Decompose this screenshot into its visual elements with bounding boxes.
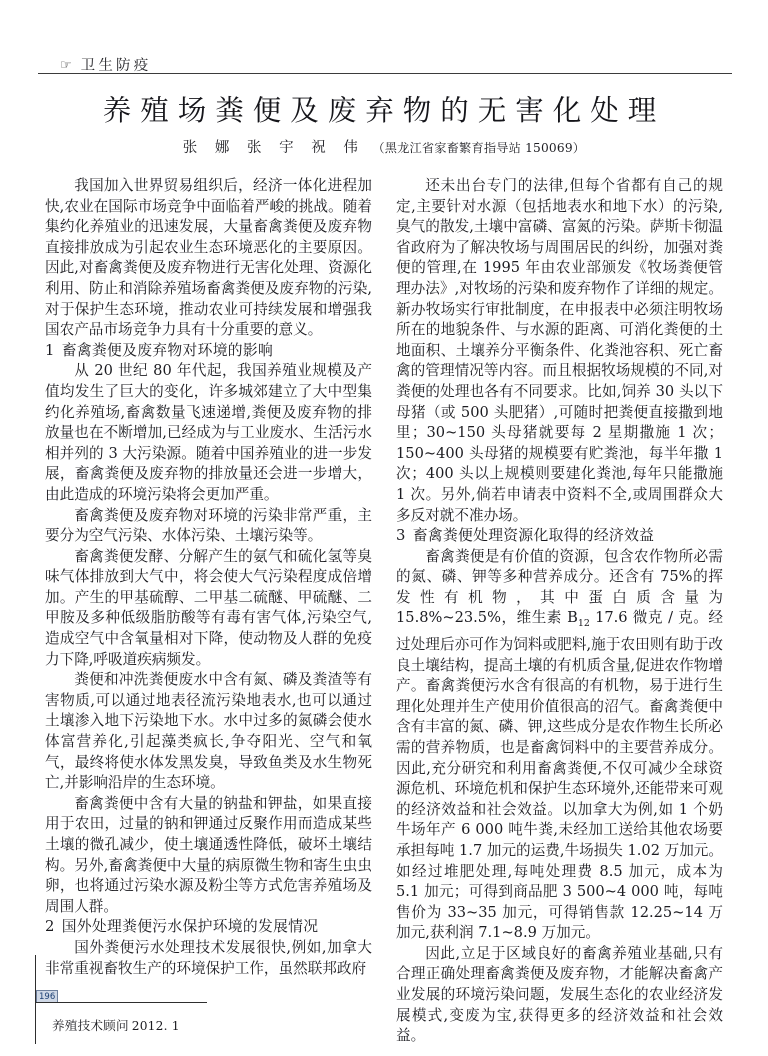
pointing-hand-icon: ☞ [60,58,72,73]
section-heading-2 [45,917,372,938]
paragraph [396,547,723,944]
section-number: 3 [396,527,406,545]
section-number: 2 [45,918,55,936]
byline [0,136,768,157]
section-title: 国外处理粪便污水保护环境的发展情况 [61,918,319,936]
paragraph: 还未出台专门的法律,但每个省都有自己的规定,主要针对水源（包括地表水和地下水）的污染,臭气的散发,土壤中富磷、富氮的污染。萨斯卡彻温省政府为了解决牧场与周围居民的纠纷，加强对粪便的管理,在 1995 年由农业部颁发《牧场粪便管理办法》,对牧场的污染和废弃物作了详细的规定。新办牧场实行审批制度，在申报表中必须注明牧场所在的地貌条件、与水源的距离、可消化粪便的土地面积、土壤养分平衡条件、化粪池容积、死亡畜禽的管理情况等内容。而且根据牧场规模的不同,对粪便的处理也各有不同要求。比如,饲养 30 头以下母猪（或 500 头肥猪）,可随时把粪便直接撒到地里；30~150 头母猪就要每 2 星期撒施 1 次；150~400 头母猪的规模要有贮粪池，每半年撒 1 次；400 头以上规模则要建化粪池,每年只能撒施 1 次。另外,倘若申请表中资料不全,或周围群众大多反对就不准办场。 [396,177,723,524]
footer-journal-info [52,1015,180,1034]
paragraph: 因此,立足于区域良好的畜禽养殖业基础,只有合理正确处理畜禽粪便及废弃物，才能解决畜禽产业发展的环境污染问题，发展生态化的农业经济发展模式,变废为宝,获得更多的经济效益和社会效益。 [396,944,723,1045]
right-column [396,176,723,1045]
paragraph: 国外粪便污水处理技术发展很快,例如,加拿大非常重视畜牧生产的环境保护工作，虽然联邦政府 [45,938,372,977]
section-heading-1 [45,341,372,362]
paragraph-text-part-1: 畜禽粪便是有价值的资源，包含农作物所必需的氮、磷、钾等多种营养成分。还含有 75%的挥发性有机物，其中蛋白质含量为 15.8%~23.5%，维生素 B [396,547,723,627]
footer-divider [35,1002,207,1003]
running-head [38,45,732,75]
header-divider [38,73,732,74]
section-title: 畜禽粪便处理资源化取得的经济效益 [412,527,655,545]
paragraph: 从 20 世纪 80 年代起，我国养殖业规模及产值均发生了巨大的变化，许多城郊建立了大中型集约化养殖场,畜禽数量飞速递增,粪便及废弃物的排放量也在不断增加,已经成为与工业废水、生活污水相并列的 3 大污染源。随着中国养殖业的进一步发展，畜禽粪便及废弃物的排放量还会进一步增大，由此造成的环境污染将会更加严重。 [45,362,372,503]
section-title: 畜禽粪便及废弃物对环境的影响 [61,341,274,359]
page-number-badge: 196 [36,990,58,1003]
section-number: 1 [45,341,55,359]
journal-issue: 2012. 1 [131,1019,180,1033]
affiliation: （黑龙江省家畜繁育指导站 150069） [372,141,586,155]
running-head-label: 卫生防疫 [80,58,152,74]
paragraph: 畜禽粪便中含有大量的钠盐和钾盐，如果直接用于农田，过量的钠和钾通过反聚作用而造成某些土壤的微孔减少，使土壤通透性降低，破坏土壤结构。另外,畜禽粪便中大量的病原微生物和寄生虫虫卵，也将通过污染水源及粉尘等方式危害养殖场及周围人群。 [45,794,372,915]
paragraph: 粪便和冲洗粪便废水中含有氮、磷及粪渣等有害物质,可以通过地表径流污染地表水,也可以通过土壤渗入地下污染地下水。水中过多的氮磷会使水体富营养化,引起藻类疯长,争夺阳光、空气和氧气，最终将使水体发黑发臭，导致鱼类及水生物死亡,并影响沿岸的生态环境。 [45,671,372,792]
page-title: 养殖场粪便及废弃物的无害化处理 [102,94,666,127]
paragraph: 畜禽粪便及废弃物对环境的污染非常严重，主要分为空气污染、水体污染、土壤污染等。 [45,506,372,545]
author-list: 张 娜 张 宇 祝 伟 [182,140,365,156]
paragraph: 我国加入世界贸易组织后，经济一体化进程加快,农业在国际市场竞争中面临着严峻的挑战。随着集约化养殖业的迅速发展，大量畜禽粪便及废弃物直接排放成为引起农业生态环境恶化的主要原因。因此,对畜禽粪便及废弃物进行无害化处理、资源化利用、防止和消除养殖场畜禽粪便及废弃物的污染,对于保护生态环境，推动农业可持续发展和增强我国农产品市场竞争力具有十分重要的意义。 [45,177,372,339]
journal-name: 养殖技术顾问 [52,1018,129,1033]
paragraph: 畜禽粪便发酵、分解产生的氨气和硫化氢等臭味气体排放到大气中，将会使大气污染程度成倍增加。产生的甲基硫醇、二甲基二硫醚、甲硫醚、二甲胺及多种低级脂肪酸等有毒有害气体,污染空气,造成空气中含氧量相对下降，使动物及人群的免疫力下降,呼吸道疾病频发。 [45,547,372,668]
paragraph-text-part-2: 17.6 微克 / 克。经过处理后亦可作为饲料或肥料,施于农田则有助于改良土壤结构，提高土壤的有机质含量,促进农作物增产。畜禽粪便污水含有很高的有机物，易于进行生理化处理并生产使用价值很高的沼气。畜禽粪便中含有丰富的氮、磷、钾,这些成分是农作物生长所必需的营养物质，也是畜禽饲料中的主要营养成分。因此,充分研究和利用畜禽粪便,不仅可减少全球资源危机、环境危机和保护生态环境外,还能带来可观的经济效益和社会效益。以加拿大为例,如 1 个奶牛场年产 6 000 吨牛粪,未经加工送给其他农场要承担每吨 1.7 加元的运费,牛场损失 1.02 万加元。如经过堆肥处理,每吨处理费 8.5 加元，成本为 5.1 加元；可得到商品肥 3 500~4 000 吨，每吨售价为 33~35 加元，可得销售款 12.25~14 万加元,获利润 7.1~8.9 万加元。 [396,609,723,942]
left-column [45,176,372,976]
vitamin-subscript: 12 [577,618,590,630]
section-heading-3 [396,526,723,547]
